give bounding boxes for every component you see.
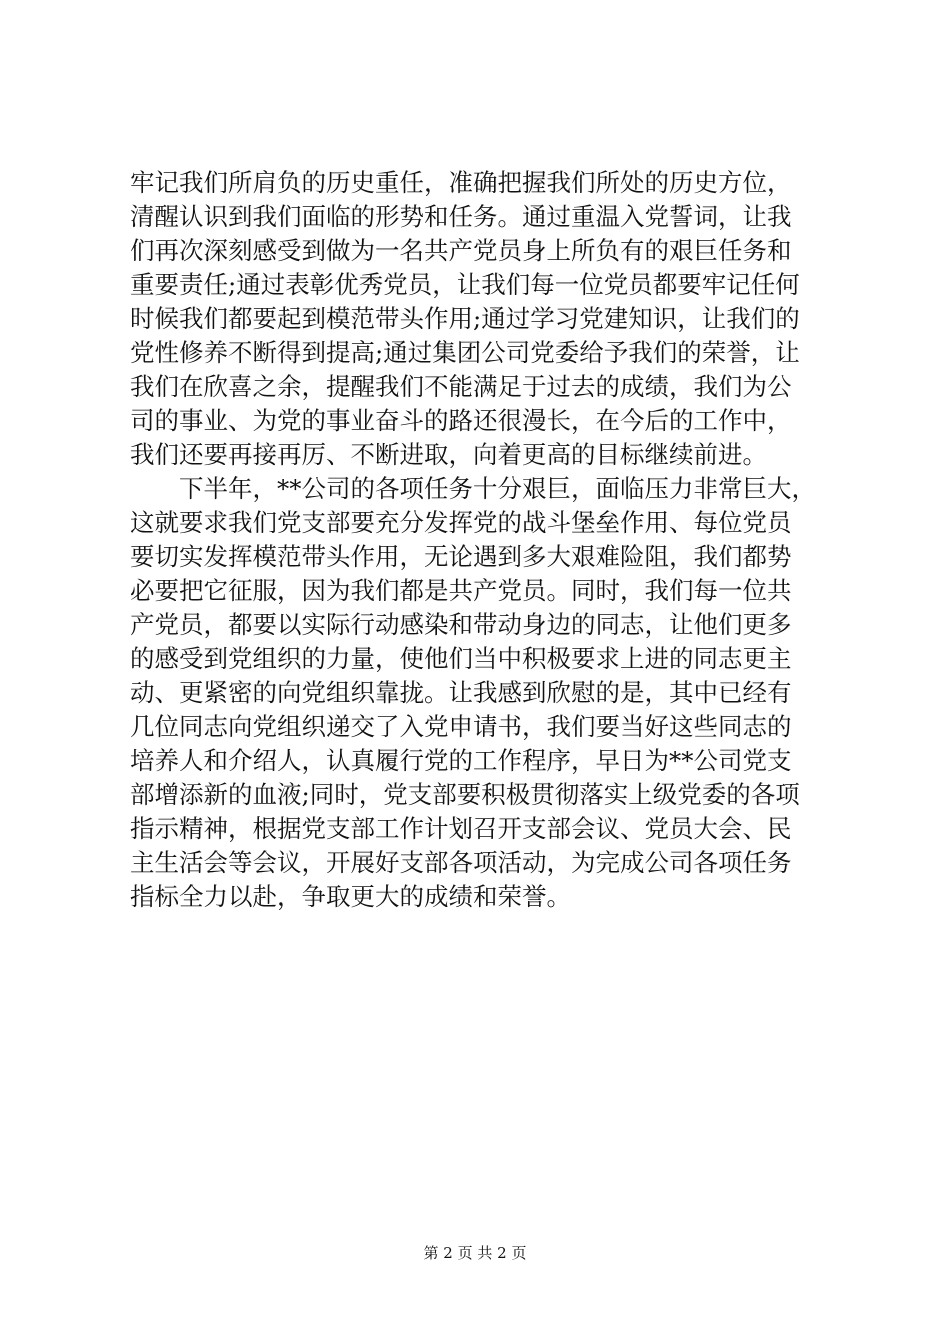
document-body bbox=[130, 166, 830, 914]
text-line: 培养人和介绍人，认真履行党的工作程序，早日为**公司党支 bbox=[130, 746, 792, 775]
page-number-footer: 第 2 页 共 2 页 bbox=[423, 1244, 527, 1262]
text-line: 时候我们都要起到模范带头作用;通过学习党建知识，让我们的 bbox=[130, 304, 800, 333]
text-line: 我们在欣喜之余，提醒我们不能满足于过去的成绩，我们为公 bbox=[130, 372, 792, 401]
text-line: 们再次深刻感受到做为一名共产党员身上所负有的艰巨任务和 bbox=[130, 236, 792, 265]
text-line: 我们还要再接再厉、不断进取，向着更高的目标继续前进。 bbox=[130, 440, 767, 469]
text-line: 司的事业、为党的事业奋斗的路还很漫长，在今后的工作中， bbox=[130, 406, 792, 435]
text-line: 重要责任;通过表彰优秀党员，让我们每一位党员都要牢记任何 bbox=[130, 270, 800, 299]
text-line: 产党员，都要以实际行动感染和带动身边的同志，让他们更多 bbox=[130, 610, 792, 639]
text-line: 牢记我们所肩负的历史重任，准确把握我们所处的历史方位， bbox=[130, 168, 792, 197]
text-line: 清醒认识到我们面临的形势和任务。通过重温入党誓词，让我 bbox=[130, 202, 792, 231]
text-line: 下半年，**公司的各项任务十分艰巨，面临压力非常巨大， bbox=[130, 474, 816, 503]
text-line: 动、更紧密的向党组织靠拢。让我感到欣慰的是，其中已经有 bbox=[130, 678, 792, 707]
text-line: 要切实发挥模范带头作用，无论遇到多大艰难险阻，我们都势 bbox=[130, 542, 792, 571]
text-line: 的感受到党组织的力量，使他们当中积极要求上进的同志更主 bbox=[130, 644, 792, 673]
text-line: 指标全力以赴，争取更大的成绩和荣誉。 bbox=[130, 882, 571, 911]
text-line: 必要把它征服，因为我们都是共产党员。同时，我们每一位共 bbox=[130, 576, 792, 605]
text-line: 部增添新的血液;同时，党支部要积极贯彻落实上级党委的各项 bbox=[130, 780, 800, 809]
text-line: 几位同志向党组织递交了入党申请书，我们要当好这些同志的 bbox=[130, 712, 792, 741]
text-line: 主生活会等会议，开展好支部各项活动，为完成公司各项任务 bbox=[130, 848, 792, 877]
text-line: 指示精神，根据党支部工作计划召开支部会议、党员大会、民 bbox=[130, 814, 792, 843]
text-line: 党性修养不断得到提高;通过集团公司党委给予我们的荣誉，让 bbox=[130, 338, 800, 367]
text-line: 这就要求我们党支部要充分发挥党的战斗堡垒作用、每位党员 bbox=[130, 508, 792, 537]
